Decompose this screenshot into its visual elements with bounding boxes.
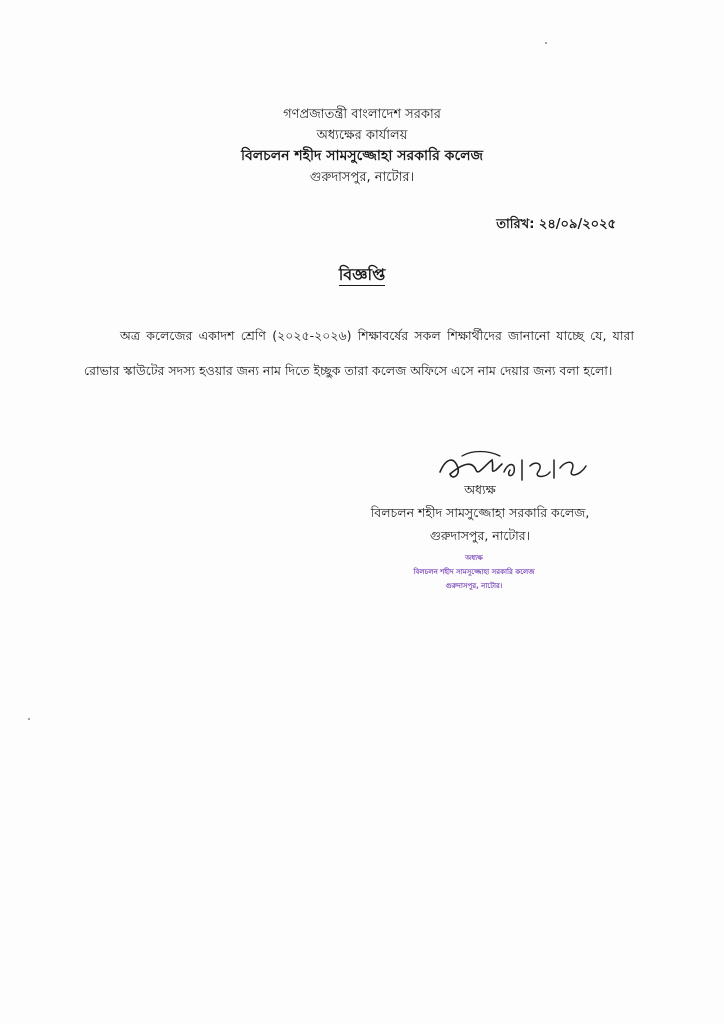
notice-date: তারিখ: ২৪/০৯/২০২৫ [496,217,616,232]
letterhead [0,104,724,188]
college-name: বিলচলন শহীদ সামসুজ্জোহা সরকারি কলেজ [240,148,484,164]
office-name: অধ্যক্ষের কার্যালয় [316,128,408,143]
notice-body: অত্র কলেজের একাদশ শ্রেণি (২০২৫-২০২৬) শিক্ষাবর্ষের সকল শিক্ষার্থীদের জানানো যাচ্ছে যে, যারা রোভার স্কাউটের সদস্য হওয়ার জন্য নাম দিতে ইচ্ছুক তারা কলেজ অফিসে এসে নাম দেয়ার জন্য বলা হলো। [84,328,634,378]
signatory-block [300,478,660,547]
signatory-location: গুরুদাসপুর, নাটোর। [429,528,531,543]
stamp-designation: অধ্যক্ষ [465,554,483,562]
notice-title-text: বিজ্ঞপ্তি [338,265,386,284]
signatory-designation: অধ্যক্ষ [464,482,496,497]
official-seal-stamp [404,551,544,593]
government-name: গণপ্রজাতন্ত্রী বাংলাদেশ সরকার [283,107,441,122]
stamp-location: গুরুদাসপুর, নাটোর। [445,582,503,590]
notice-title [0,262,724,289]
signatory-college: বিলচলন শহীদ সামসুজ্জোহা সরকারি কলেজ, [370,505,590,520]
stamp-college: বিলচলন শহীদ সামসুজ্জোহা সরকারি কলেজ [413,568,535,576]
scan-speck [28,718,30,720]
college-location: গুরুদাসপুর, নাটোর। [309,170,415,185]
scan-speck [545,42,547,44]
